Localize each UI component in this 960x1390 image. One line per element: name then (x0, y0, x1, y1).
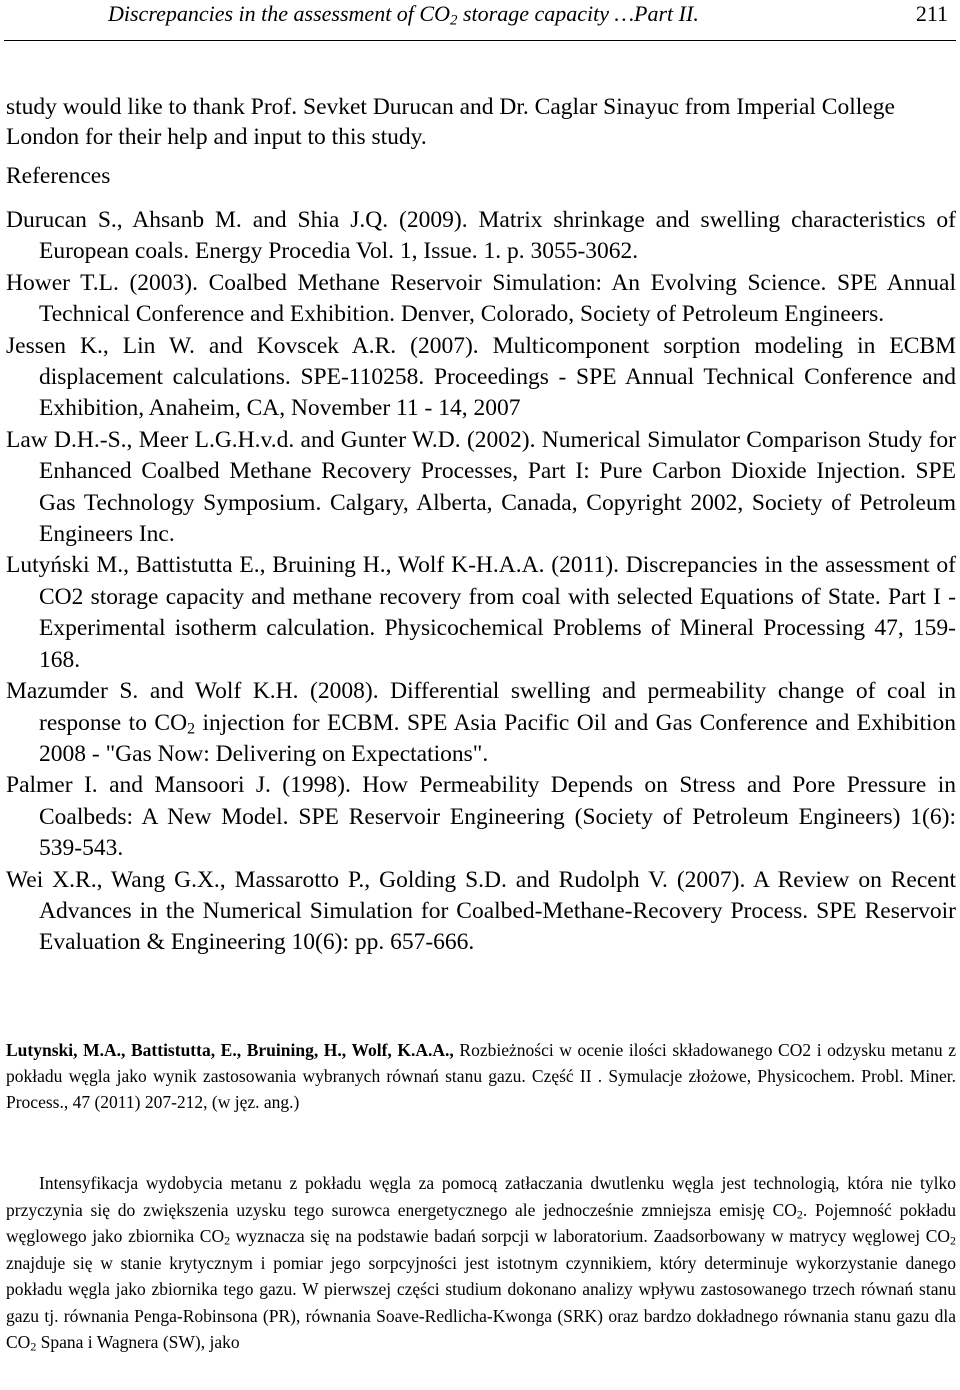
acknowledgement-text: study would like to thank Prof. Sevket Durucan and Dr. Caglar Sinayuc from Imperial College London for their help and input to this study. (6, 93, 895, 150)
reference-item: Jessen K., Lin W. and Kovscek A.R. (2007). Multicomponent sorption modeling in ECBM displacement calculations. SPE-110258. Proceedings - SPE Annual Technical Conference and Exhibition, Anaheim, CA, November 11 - 14, 2007 (6, 332, 956, 422)
header-rule (4, 40, 956, 41)
subscript: 2 (950, 1233, 956, 1248)
subscript: 2 (449, 12, 458, 29)
citation-details: Rozbieżności w ocenie ilości składowanego CO2 i odzysku metanu z pokładu węgla jako wynik zastosowania wybranych równań stanu gazu. Część II . Symulacje złożowe, Physicochem. Probl. Miner. Process., 47 (2011) 207-212, (w jęz. ang.) (6, 1040, 956, 1112)
subscript: 2 (224, 1233, 231, 1248)
page-number: 211 (915, 1, 948, 26)
reference-item: Palmer I. and Mansoori J. (1998). How Permeability Depends on Stress and Pore Pressure in Coalbeds: A New Model. SPE Reservoir Engineering (Society of Petroleum Engineers) 1(6): 539-543. (6, 772, 956, 862)
reference-item: Mazumder S. and Wolf K.H. (2008). Differential swelling and permeability change of coal in response to $CO_2$ injection for ECBM. SPE Asia Pacific Oil and Gas Conference and Exhibition 2008 - "Gas Now: Delivering on Expectations". (6, 678, 957, 767)
citation-authors: Lutynski, M.A., Battistutta, E., Bruining, H., Wolf, K.A.A., (6, 1040, 454, 1060)
reference-item: Durucan S., Ahsanb M. and Shia J.Q. (2009). Matrix shrinkage and swelling characteristics of European coals. Energy Procedia Vol. 1, Issue. 1. p. 3055-3062. (6, 207, 956, 265)
polish-citation (6, 1037, 956, 1115)
page-header (0, 0, 960, 46)
subscript: 2 (30, 1339, 37, 1354)
reference-list (6, 205, 956, 959)
reference-item: Law D.H.-S., Meer L.G.H.v.d. and Gunter W.D. (2002). Numerical Simulator Comparison Study for Enhanced Coalbed Methane Recovery Processes, Part I: Pure Carbon Dioxide Injection. SPE Gas Technology Symposium. Calgary, Alberta, Canada, Copyright 2002, Society of Petroleum Engineers Inc. (6, 426, 956, 548)
references-heading: References (6, 163, 111, 189)
polish-abstract: Intensyfikacja wydobycia metanu z pokładu węgla za pomocą zatłaczania dwutlenku węgla jest technologią, która nie tylko przyczynia się do zwiększenia uzysku tego surowca energetycznego ale jednocześnie zmniejsza emisję $CO_2$. Pojemność pokładu węglowego jako zbiornika $CO_2$ wyznacza się na podstawie badań sorpcji w laboratorium. Zaadsorbowany w matrycy węglowej $CO_2$ znajduje się w stanie krytycznym i pomiar jego sorpcyjności jest istotnym czynnikiem, który determinuje wykorzystanie danego pokładu węgla jako zbiornika tego gazu. W pierwszej części studium dokonano analizy wpływu zastosowanego trzech równań stanu gazu tj. równania Penga-Robinsona (PR), równania Soave-Redlicha-Kwonga (SRK) oraz bardzo dokładnego równania stanu gazu dla $CO_2$ Spana i Wagnera (SW), jako (6, 1173, 956, 1354)
subscript: 2 (187, 720, 196, 737)
reference-item: Hower T.L. (2003). Coalbed Methane Reservoir Simulation: An Evolving Science. SPE Annual Technical Conference and Exhibition. Denver, Colorado, Society of Petroleum Engineers. (6, 269, 956, 328)
reference-item: Wei X.R., Wang G.X., Massarotto P., Golding S.D. and Rudolph V. (2007). A Review on Recent Advances in the Numerical Simulation for Coalbed-Methane-Recovery Process. SPE Reservoir Evaluation & Engineering 10(6): pp. 657-666. (6, 866, 956, 956)
subscript: 2 (796, 1207, 803, 1222)
running-title: Discrepancies in the assessment of $CO_2$ storage capacity …Part II. (108, 1, 699, 29)
reference-item: Lutyński M., Battistutta E., Bruining H., Wolf K-H.A.A. (2011). Discrepancies in the assessment of CO2 storage capacity and methane recovery from coal with selected Equations of State. Part I - Experimental isotherm calculation. Physicochemical Problems of Mineral Processing 47, 159-168. (6, 552, 956, 673)
